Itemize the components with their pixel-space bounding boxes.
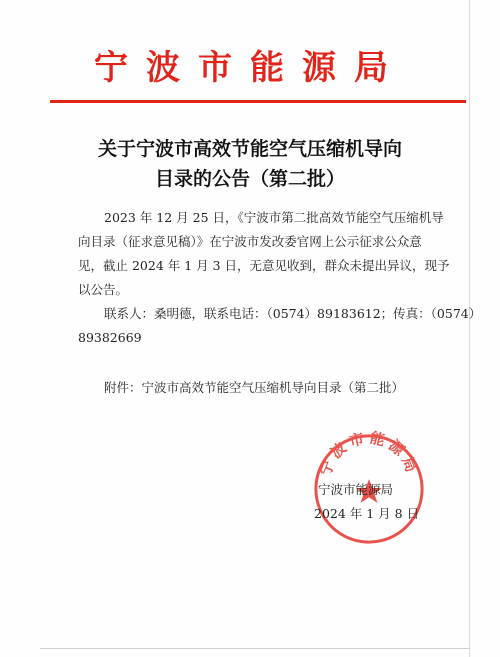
document-title-line-2: 目录的公告（第二批） bbox=[154, 168, 345, 190]
signature-organization: 宁波市能源局 bbox=[318, 482, 394, 497]
attachment-line: 附件：宁波市高效节能空气压缩机导向目录（第二批） bbox=[104, 380, 405, 395]
contact-paragraph bbox=[78, 302, 482, 350]
attachment-note bbox=[78, 376, 450, 400]
masthead-title: 宁波市能源局 bbox=[94, 48, 406, 88]
document-title bbox=[80, 134, 420, 194]
paragraph-line: 以公告。 bbox=[78, 282, 129, 297]
paragraph-line: 向目录（征求意见稿）》在宁波市发改委官网上公示征求公众意 bbox=[78, 234, 422, 249]
contact-line: 联系人：桑明德，联系电话：（0574）89183612；传真：（0574） bbox=[104, 306, 482, 321]
paragraph-line: 2023 年 12 月 25 日，《宁波市第二批高效节能空气压缩机导 bbox=[104, 210, 444, 225]
document-title-line-1: 关于宁波市高效节能空气压缩机导向 bbox=[97, 138, 402, 160]
announcement-paragraph bbox=[78, 206, 450, 302]
seal-text: 宁波市能源局 bbox=[316, 430, 422, 479]
signature-date: 2024 年 1 月 8 日 bbox=[314, 506, 420, 521]
contact-fax-number: 89382669 bbox=[78, 330, 142, 345]
masthead-red-rule bbox=[50, 100, 466, 103]
page-bottom-line bbox=[40, 648, 470, 649]
page-edge-line bbox=[469, 0, 470, 657]
paragraph-line: 见，截止 2024 年 1 月 3 日，无意见收到，群众未提出异议，现予 bbox=[78, 258, 450, 273]
